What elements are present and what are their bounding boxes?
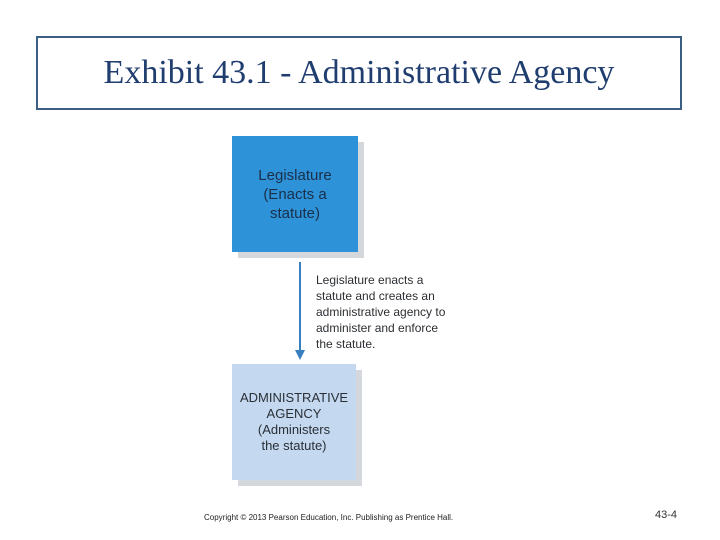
agency-box-line: AGENCY — [266, 406, 322, 421]
annotation-line: the statute. — [316, 337, 376, 351]
agency-box-line: ADMINISTRATIVE — [239, 390, 349, 405]
page-number: 43-4 — [655, 509, 678, 521]
arrow-annotation — [316, 272, 506, 352]
annotation-line: statute and creates an — [316, 289, 435, 303]
down-arrow-icon — [290, 262, 310, 362]
annotation-line: administer and enforce — [316, 321, 439, 335]
annotation-line: administrative agency to — [316, 305, 446, 319]
legislature-box — [232, 136, 358, 252]
legislature-box-line: Legislature — [258, 166, 332, 184]
slide-title: Exhibit 43.1 - Administrative Agency — [103, 54, 615, 91]
legislature-box-line: statute) — [269, 204, 321, 222]
copyright-notice: Copyright © 2013 Pearson Education, Inc. Publishing as Prentice Hall. — [204, 513, 454, 522]
title-box — [36, 36, 682, 110]
legislature-box-line: (Enacts a — [263, 185, 327, 203]
agency-box-line: the statute) — [261, 438, 327, 453]
agency-box-line: (Administers — [257, 422, 331, 437]
annotation-line: Legislature enacts a — [316, 273, 424, 287]
arrow-head — [295, 350, 305, 360]
administrative-agency-box — [232, 364, 356, 480]
